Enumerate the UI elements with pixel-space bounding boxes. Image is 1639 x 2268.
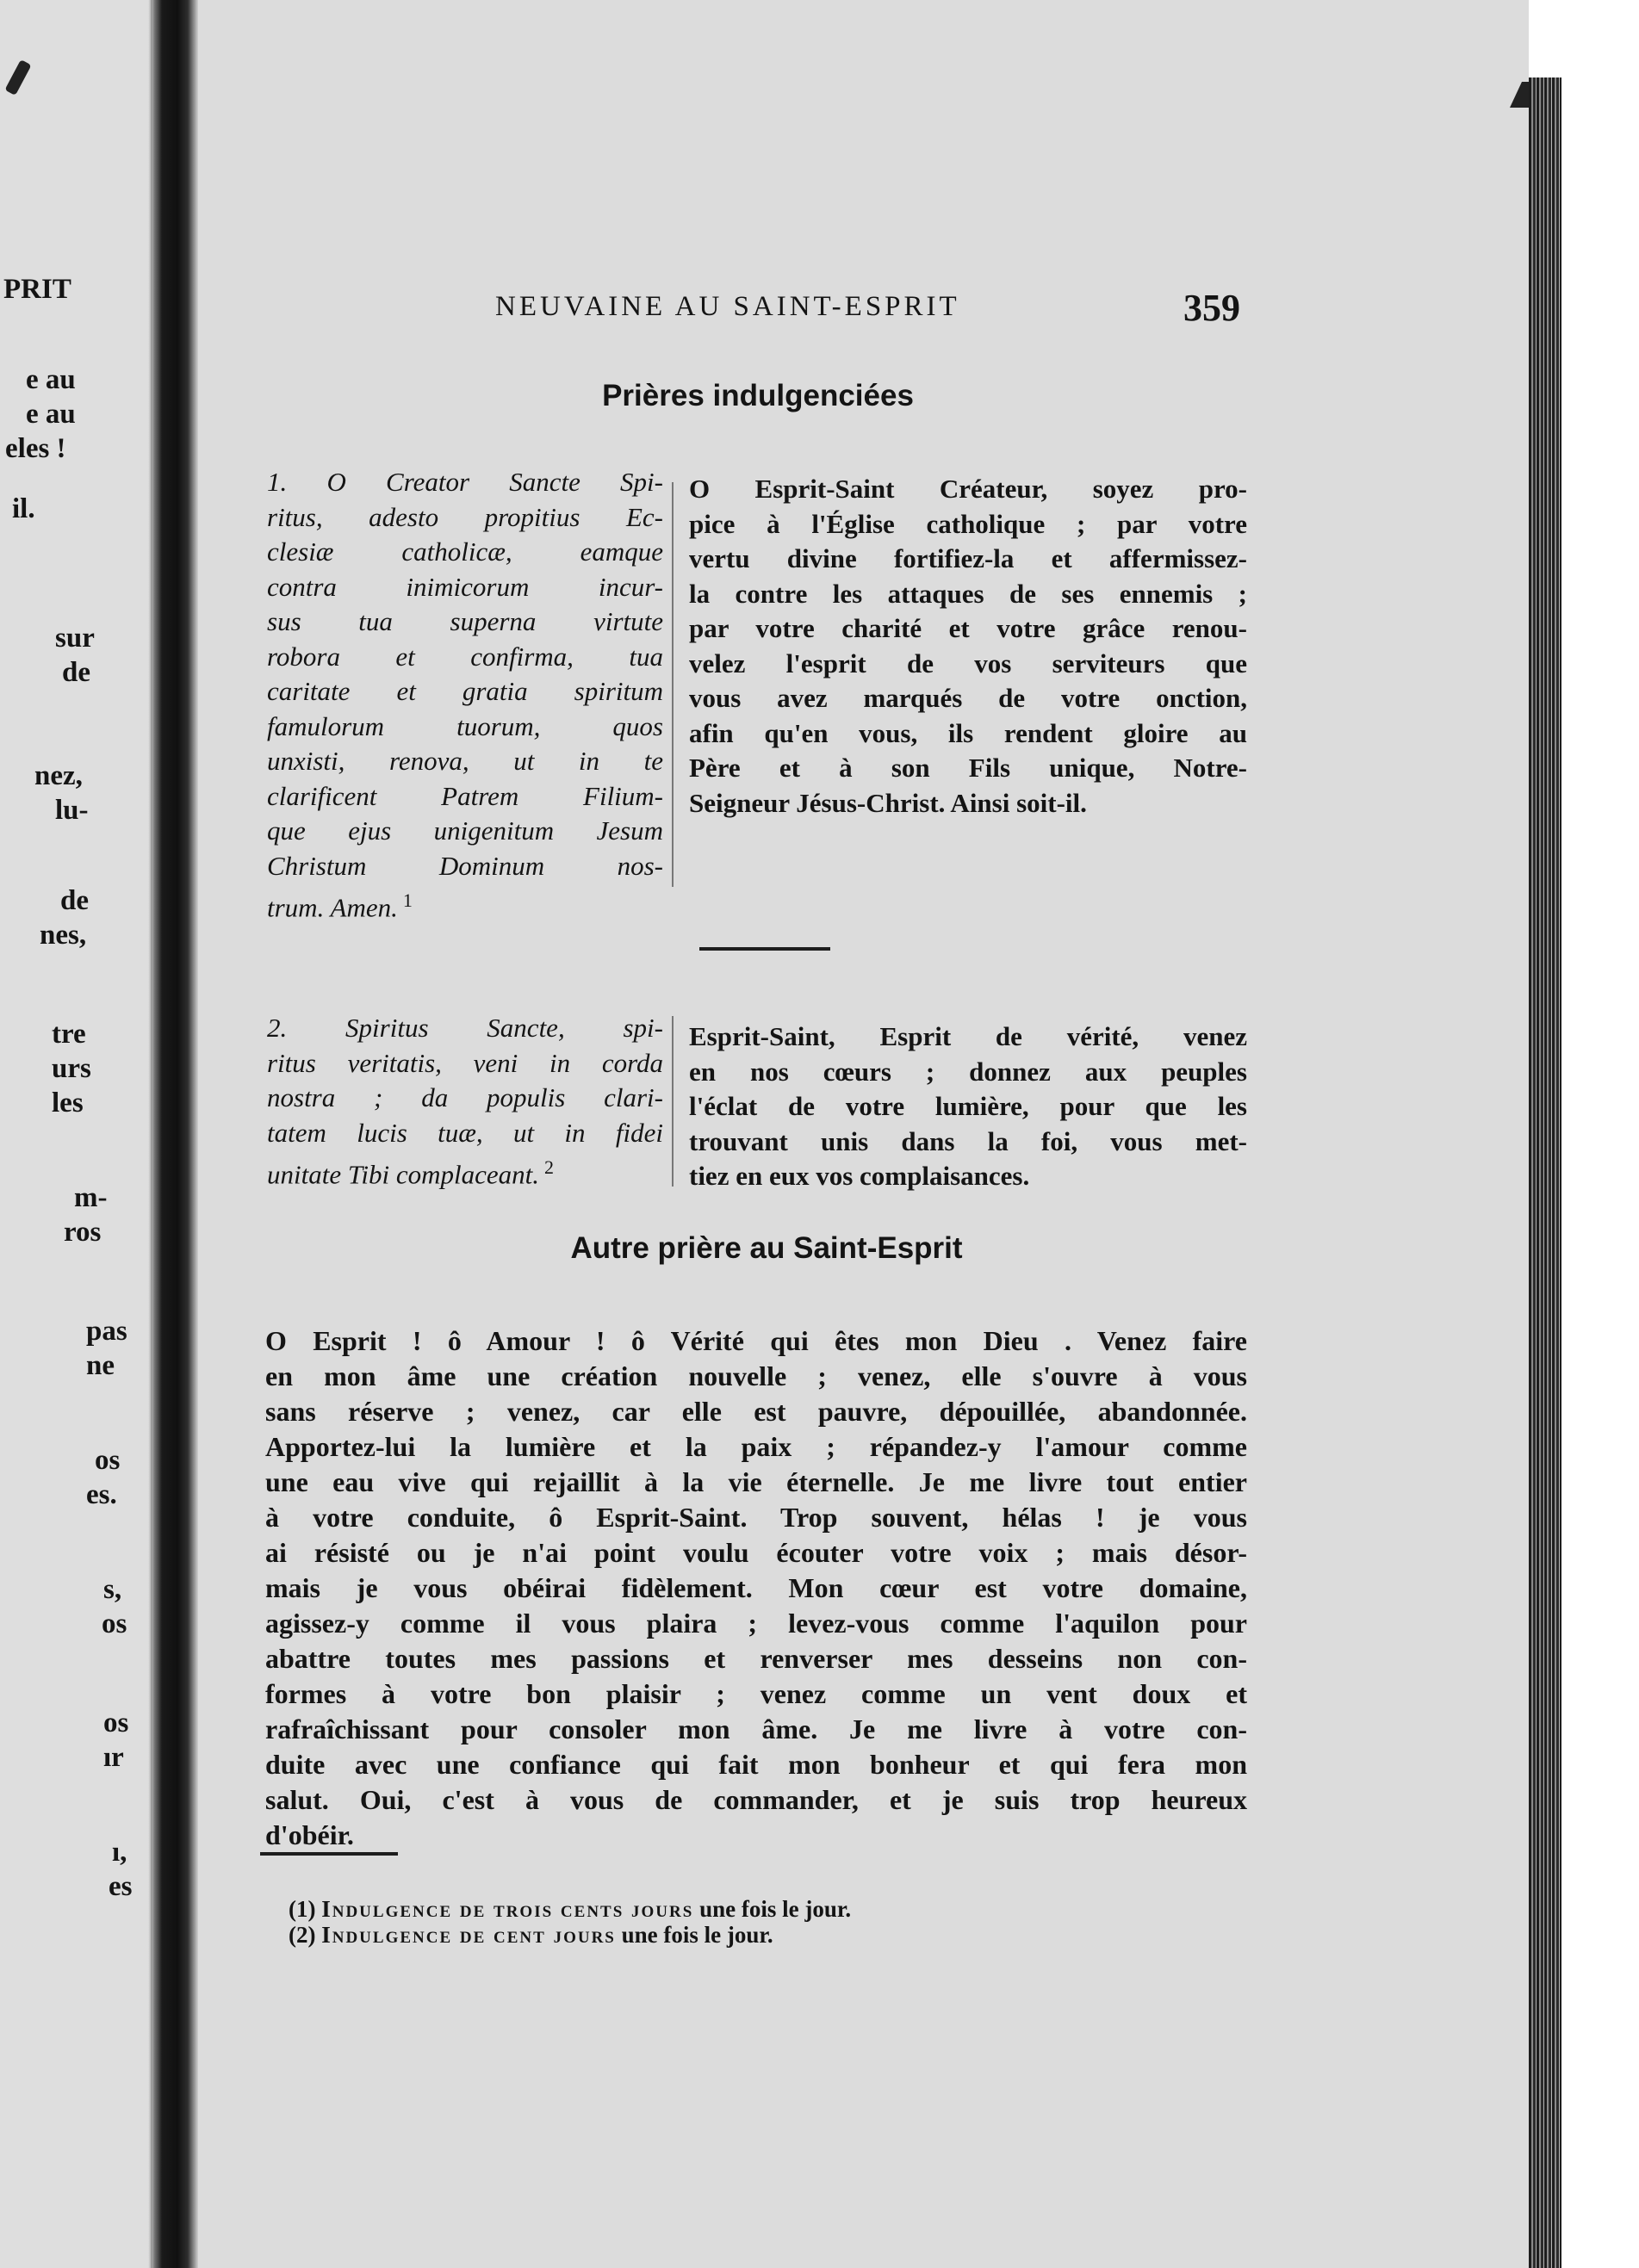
scan-background [1561,0,1639,2268]
previous-page-fragment: PRIT [3,274,71,305]
previous-page-fragment: eles ! [5,433,66,464]
previous-page-fragment: s, [103,1574,122,1605]
text-line: Apportez-lui la lumière et la paix ; répandez-y l'amour comme [265,1431,1247,1462]
footnote [289,1896,851,1922]
prayer-2-latin [267,1011,663,1193]
text-line: formes à votre bon plaisir ; venez comme un vent doux et [265,1678,1247,1709]
text-line: agissez-y comme il vous plaira ; levez-vous comme l'aquilon pour [265,1608,1247,1639]
previous-page-fragment: pas [86,1316,127,1347]
text-line: Christum Dominum nos- [267,850,663,881]
prayer-1-french [689,472,1247,821]
text-line: la contre les attaques de ses ennemis ; [689,578,1247,609]
page-edges [1529,77,1561,2268]
previous-page-fragment: de [60,885,89,916]
previous-page-fragment: nes, [40,920,87,951]
text-line: sans réserve ; venez, car elle est pauvre, dépouillée, abandonnée. [265,1396,1247,1427]
text-line: l'éclat de votre lumière, pour que les [689,1091,1247,1121]
text-line: ritus veritatis, veni in corda [267,1047,663,1078]
text-line: ai résisté ou je n'ai point voulu écouter votre voix ; mais désor- [265,1537,1247,1568]
text-line: Esprit-Saint, Esprit de vérité, venez [689,1021,1247,1051]
previous-page-fragment: os [102,1608,127,1639]
text-line: tatem lucis tuæ, ut in fidei [267,1117,663,1148]
previous-page-fragment: lu- [55,795,89,826]
text-line: famulorum tuorum, quos [267,710,663,741]
text-line: 1. O Creator Sancte Spi- [267,467,663,497]
text-line: par votre charité et votre grâce renou- [689,613,1247,643]
text-line: nostra ; da populis clari- [267,1082,663,1112]
column-divider [672,1016,674,1187]
text-line: d'obéir. [265,1819,354,1850]
text-line: trum. Amen. $^1$ [267,889,413,923]
previous-page-fragment: os [103,1707,129,1738]
previous-page-fragment: os [95,1445,121,1476]
book-gutter [148,0,198,2268]
previous-page-fragment: nez, [34,760,83,791]
text-line: 2. Spiritus Sancte, spi- [267,1013,663,1043]
footnote-caps: Indulgence de cent jours [321,1922,616,1948]
text-line: clesiæ catholicæ, eamque [267,536,663,567]
previous-page-fragment: il. [12,493,35,524]
text-line: mais je vous obéirai fidèlement. Mon cœur est votre domaine, [265,1572,1247,1603]
footnote-reference: 2 [544,1156,554,1178]
previous-page-fragment: ı, [112,1837,127,1868]
text-line: ritus, adesto propitius Ec- [267,501,663,532]
text-line: vous avez marqués de votre onction, [689,683,1247,713]
previous-page-fragment: m- [74,1182,108,1213]
column-divider [672,482,674,887]
footnote-reference: 1 [402,889,413,911]
text-line: abattre toutes mes passions et renverser mes desseins non con- [265,1643,1247,1674]
text-line: pice à l'Église catholique ; par votre [689,508,1247,539]
text-line: salut. Oui, c'est à vous de commander, et je suis trop heureux [265,1784,1247,1815]
previous-page-fragment: ır [103,1742,124,1773]
text-line: O Esprit ! ô Amour ! ô Vérité qui êtes mon Dieu . Venez faire [265,1325,1247,1356]
footnotes [289,1896,851,1948]
footnote-marker: (2) [289,1922,322,1948]
gutter-line [151,0,153,2268]
text-line: Seigneur Jésus-Christ. Ainsi soit-il. [689,787,1087,818]
text-line: en mon âme une création nouvelle ; venez, elle s'ouvre à vous [265,1360,1247,1391]
text-line: Père et à son Fils unique, Notre- [689,753,1247,783]
prayer-2-french [689,1019,1247,1194]
text-line: rafraîchissant pour consoler mon âme. Je me livre à votre con- [265,1713,1247,1744]
previous-page-fragment: sur [55,623,95,654]
prayer-3-text [265,1323,1247,1853]
ink-mark-icon [4,59,31,96]
previous-page-fragment: e au [26,399,76,430]
previous-page-edge [0,0,153,2268]
prayer-1-latin [267,465,663,926]
previous-page-fragment: urs [52,1053,91,1084]
page-number: 359 [1183,287,1240,329]
footnote [289,1922,851,1948]
text-line: caritate et gratia spiritum [267,676,663,706]
text-line: unxisti, renova, ut in te [267,746,663,776]
previous-page-fragment: tre [52,1019,86,1050]
running-head: NEUVAINE AU SAINT-ESPRIT [495,291,960,322]
previous-page-fragment: es. [86,1479,117,1510]
section-title-other-prayer: Autre prière au Saint-Esprit [570,1231,963,1265]
text-line: unitate Tibi complaceant. $^2$ [267,1156,554,1190]
text-line: sus tua superna virtute [267,606,663,636]
footnote-caps: Indulgence de trois cents jours [321,1896,694,1922]
text-line: duite avec une confiance qui fait mon bonheur et qui fera mon [265,1749,1247,1780]
text-line: robora et confirma, tua [267,641,663,672]
text-line: que ejus unigenitum Jesum [267,815,663,846]
footnote-text: une fois le jour. [693,1896,852,1922]
footnote-marker: (1) [289,1896,322,1922]
text-line: une eau vive qui rejaillit à la vie éternelle. Je me livre tout entier [265,1466,1247,1497]
previous-page-fragment: ros [64,1217,102,1248]
separator-rule [699,947,830,951]
text-line: en nos cœurs ; donnez aux peuples [689,1056,1247,1087]
previous-page-fragment: ne [86,1350,115,1381]
footnote-text: une fois le jour. [615,1922,773,1948]
text-line: trouvant unis dans la foi, vous met- [689,1125,1247,1156]
text-line: tiez en eux vos complaisances. [689,1161,1030,1191]
previous-page-fragment: e au [26,364,76,395]
text-line: à votre conduite, ô Esprit-Saint. Trop souvent, hélas ! je vous [265,1502,1247,1533]
text-line: clarificent Patrem Filium- [267,780,663,811]
previous-page-fragment: de [62,657,90,688]
text-line: vertu divine fortifiez-la et affermissez- [689,543,1247,573]
previous-page-fragment: es [109,1871,133,1902]
text-line: afin qu'en vous, ils rendent gloire au [689,717,1247,748]
text-line: velez l'esprit de vos serviteurs que [689,648,1247,679]
footnote-rule [260,1852,398,1856]
text-line: contra inimicorum incur- [267,571,663,602]
section-title-indulgenced-prayers: Prières indulgenciées [602,379,914,412]
previous-page-fragment: les [52,1088,84,1119]
text-line: O Esprit-Saint Créateur, soyez pro- [689,474,1247,504]
